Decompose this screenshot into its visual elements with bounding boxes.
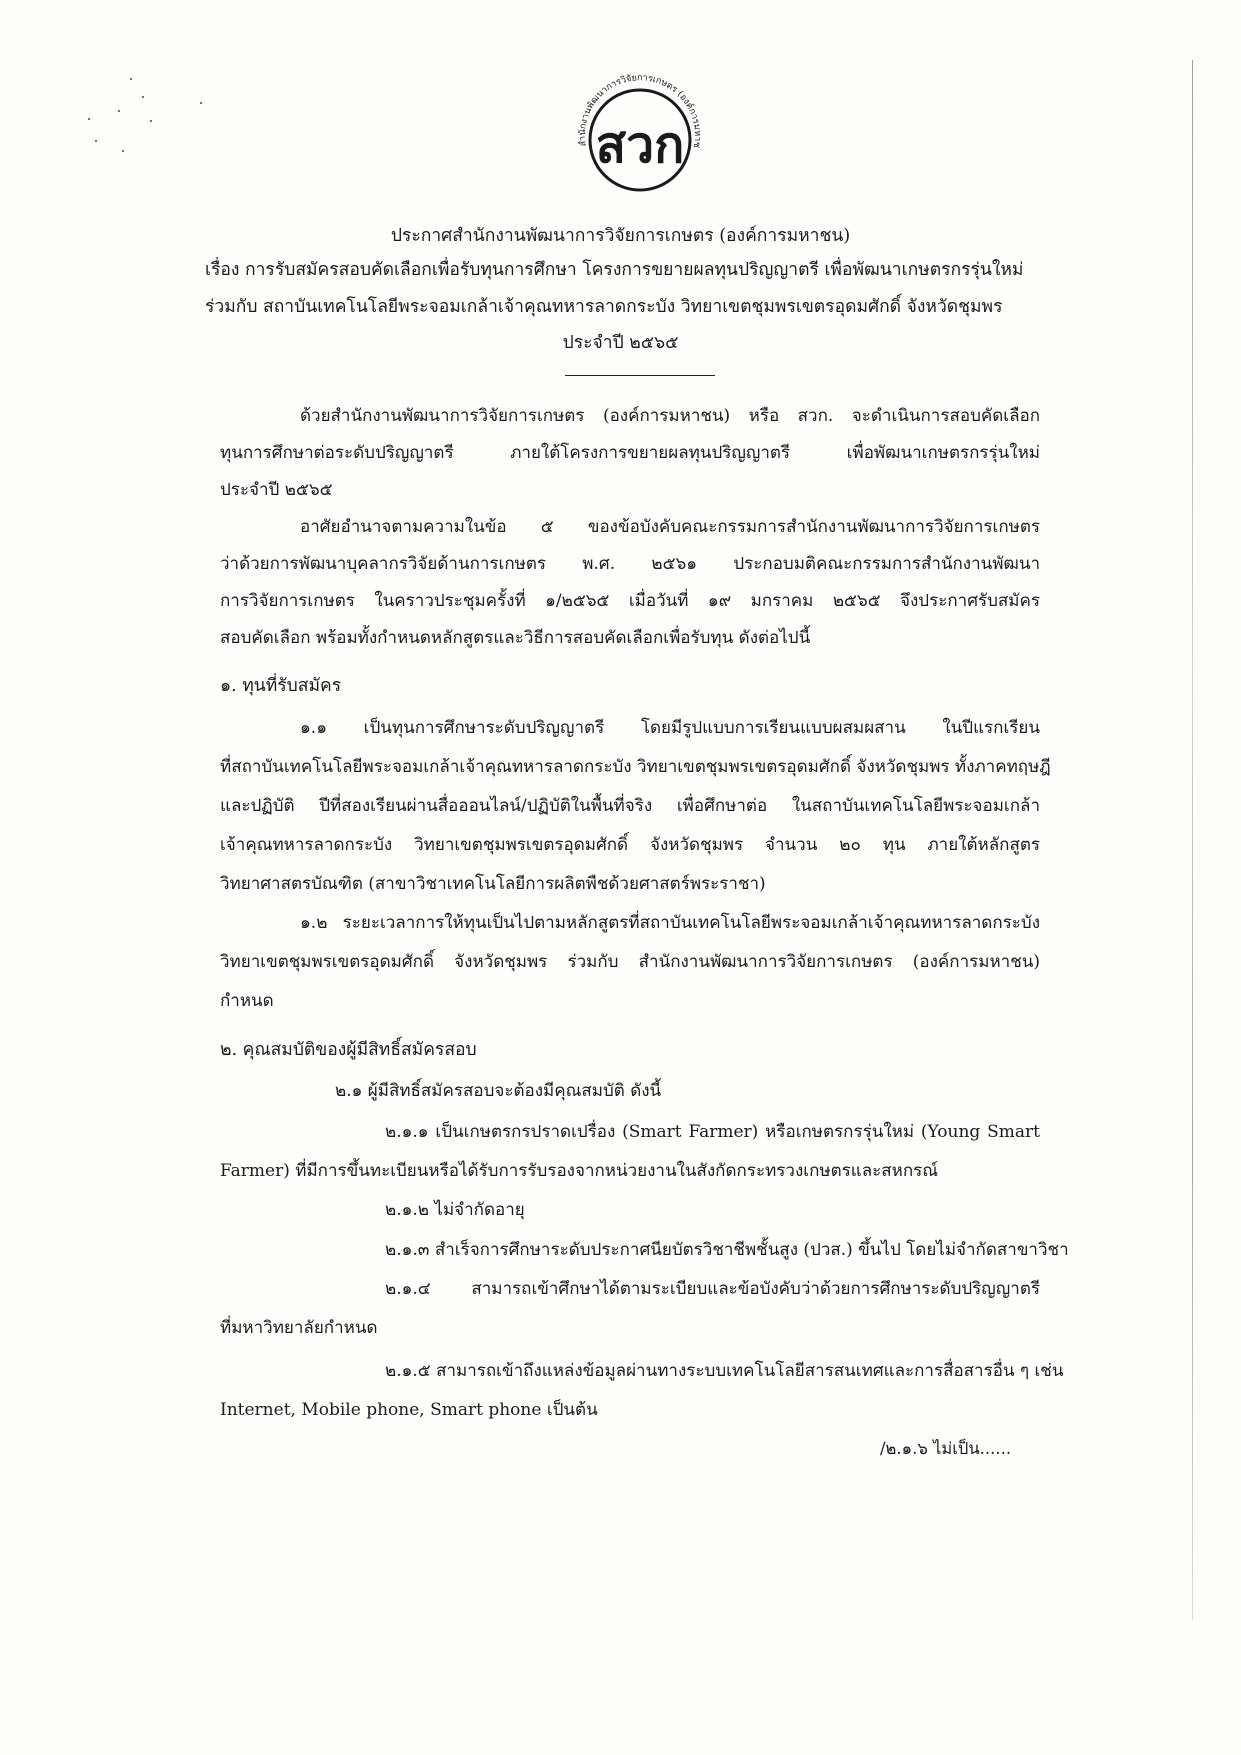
section-2-1-4-line-2: ที่มหาวิทยาลัยกำหนด — [220, 1318, 378, 1338]
section-1-2-line-1: ๑.๒ ระยะเวลาการให้ทุนเป็นไปตามหลักสูตรที่สถาบันเทคโนโลยีพระจอมเกล้าเจ้าคุณทหารลาดกระบัง — [300, 913, 1040, 933]
scan-edge-line — [1192, 60, 1193, 1620]
section-2-1-2: ๒.๑.๒ ไม่จำกัดอายุ — [385, 1200, 525, 1220]
scan-speck — [95, 140, 97, 142]
intro-paragraph-1-line-3: ประจำปี ๒๕๖๕ — [220, 480, 333, 500]
header-divider — [565, 375, 715, 376]
intro-paragraph-2-line-3: การวิจัยการเกษตร ในคราวประชุมครั้งที่ ๑/๒๕๖๕ เมื่อวันที่ ๑๙ มกราคม ๒๕๖๕ จึงประกาศรับสมัคร — [220, 591, 1040, 611]
section-1-2-line-2: วิทยาเขตชุมพรเขตรอุดมศักดิ์ จังหวัดชุมพร ร่วมกับ สำนักงานพัฒนาการวิจัยการเกษตร (องค์การมหาชน) — [220, 952, 1040, 972]
section-1-1-line-5: วิทยาศาสตรบัณฑิต (สาขาวิชาเทคโนโลยีการผลิตพืชด้วยศาสตร์พระราชา) — [220, 874, 766, 894]
intro-paragraph-2-line-1: อาศัยอำนาจตามความในข้อ ๕ ของข้อบังคับคณะกรรมการสำนักงานพัฒนาการวิจัยการเกษตร — [300, 517, 1040, 537]
continued-on-next-page: /๒.๑.๖ ไม่เป็น...... — [880, 1439, 1012, 1458]
scan-speck — [122, 150, 124, 152]
announcement-subject-line-1: เรื่อง การรับสมัครสอบคัดเลือกเพื่อรับทุนการศึกษา โครงการขยายผลทุนปริญญาตรี เพื่อพัฒนาเกษตรกรรุ่นใหม่ — [205, 260, 1024, 280]
announcement-subject-line-2: ร่วมกับ สถาบันเทคโนโลยีพระจอมเกล้าเจ้าคุณทหารลาดกระบัง วิทยาเขตชุมพรเขตรอุดมศักดิ์ จังหวัดชุมพร — [205, 297, 1003, 317]
scan-speck — [118, 110, 120, 112]
section-1-1-line-4: เจ้าคุณทหารลาดกระบัง วิทยาเขตชุมพรเขตรอุดมศักดิ์ จังหวัดชุมพร จำนวน ๒๐ ทุน ภายใต้หลักสูตร — [220, 835, 1040, 855]
intro-paragraph-1-line-1: ด้วยสำนักงานพัฒนาการวิจัยการเกษตร (องค์การมหาชน) หรือ สวก. จะดำเนินการสอบคัดเลือก — [300, 406, 1040, 426]
section-2-heading: ๒. คุณสมบัติของผู้มีสิทธิ์สมัครสอบ — [220, 1040, 477, 1060]
intro-paragraph-2-line-4: สอบคัดเลือก พร้อมทั้งกำหนดหลักสูตรและวิธีการสอบคัดเลือกเพื่อรับทุน ดังต่อไปนี้ — [220, 628, 811, 648]
scan-speck — [142, 96, 144, 98]
section-2-1-3: ๒.๑.๓ สำเร็จการศึกษาระดับประกาศนียบัตรวิชาชีพชั้นสูง (ปวส.) ขึ้นไป โดยไม่จำกัดสาขาวิชา — [385, 1240, 1069, 1260]
logo-ring-text: สำนักงานพัฒนาการวิจัยการเกษตร (องค์การมหาช — [577, 73, 703, 149]
section-2-1-1-line-1: ๒.๑.๑ เป็นเกษตรกรปราดเปรื่อง (Smart Farmer) หรือเกษตรกรรุ่นใหม่ (Young Smart — [385, 1122, 1040, 1142]
section-1-1-line-1: ๑.๑ เป็นทุนการศึกษาระดับปริญญาตรี โดยมีรูปแบบการเรียนแบบผสมผสาน ในปีแรกเรียน — [300, 718, 1040, 738]
section-1-1-line-3: และปฏิบัติ ปีที่สองเรียนผ่านสื่อออนไลน์/ปฏิบัติในพื้นที่จริง เพื่อศึกษาต่อ ในสถาบันเทคโนโลยีพระจอมเกล้า — [220, 796, 1040, 816]
scan-speck — [130, 78, 132, 80]
section-1-2-line-3: กำหนด — [220, 991, 274, 1011]
intro-paragraph-2-line-2: ว่าด้วยการพัฒนาบุคลากรวิจัยด้านการเกษตร พ.ศ. ๒๕๖๑ ประกอบมติคณะกรรมการสำนักงานพัฒนา — [220, 554, 1040, 574]
section-2-1: ๒.๑ ผู้มีสิทธิ์สมัครสอบจะต้องมีคุณสมบัติ ดังนี้ — [335, 1081, 662, 1101]
intro-paragraph-1-line-2: ทุนการศึกษาต่อระดับปริญญาตรี ภายใต้โครงการขยายผลทุนปริญญาตรี เพื่อพัฒนาเกษตรกรรุ่นใหม่ — [220, 443, 1040, 463]
section-1-heading: ๑. ทุนที่รับสมัคร — [220, 676, 342, 696]
logo-text: สวก — [595, 116, 685, 174]
announcement-year: ประจำปี ๒๕๖๕ — [562, 333, 679, 353]
section-2-1-1-line-2: Farmer) ที่มีการขึ้นทะเบียนหรือได้รับการรับรองจากหน่วยงานในสังกัดกระทรวงเกษตรและสหกรณ์ — [220, 1161, 939, 1181]
section-2-1-4-line-1: ๒.๑.๔ สามารถเข้าศึกษาได้ตามระเบียบและข้อบังคับว่าด้วยการศึกษาระดับปริญญาตรี — [385, 1279, 1040, 1299]
section-2-1-5-line-2: Internet, Mobile phone, Smart phone เป็นต้น — [220, 1400, 598, 1420]
scan-speck — [150, 120, 152, 122]
section-2-1-5-line-1: ๒.๑.๕ สามารถเข้าถึงแหล่งข้อมูลผ่านทางระบบเทคโนโลยีสารสนเทศและการสื่อสารอื่น ๆ เช่น — [385, 1361, 1064, 1381]
logo-emblem — [565, 58, 715, 208]
organization-logo — [565, 58, 715, 208]
scan-speck — [200, 102, 202, 104]
section-1-1-line-2: ที่สถาบันเทคโนโลยีพระจอมเกล้าเจ้าคุณทหารลาดกระบัง วิทยาเขตชุมพรเขตรอุดมศักดิ์ จังหวัดชุมพร ทั้งภาคทฤษฎี — [220, 757, 1051, 777]
scan-speck — [88, 118, 90, 120]
announcement-title: ประกาศสำนักงานพัฒนาการวิจัยการเกษตร (องค์การมหาชน) — [390, 226, 851, 246]
